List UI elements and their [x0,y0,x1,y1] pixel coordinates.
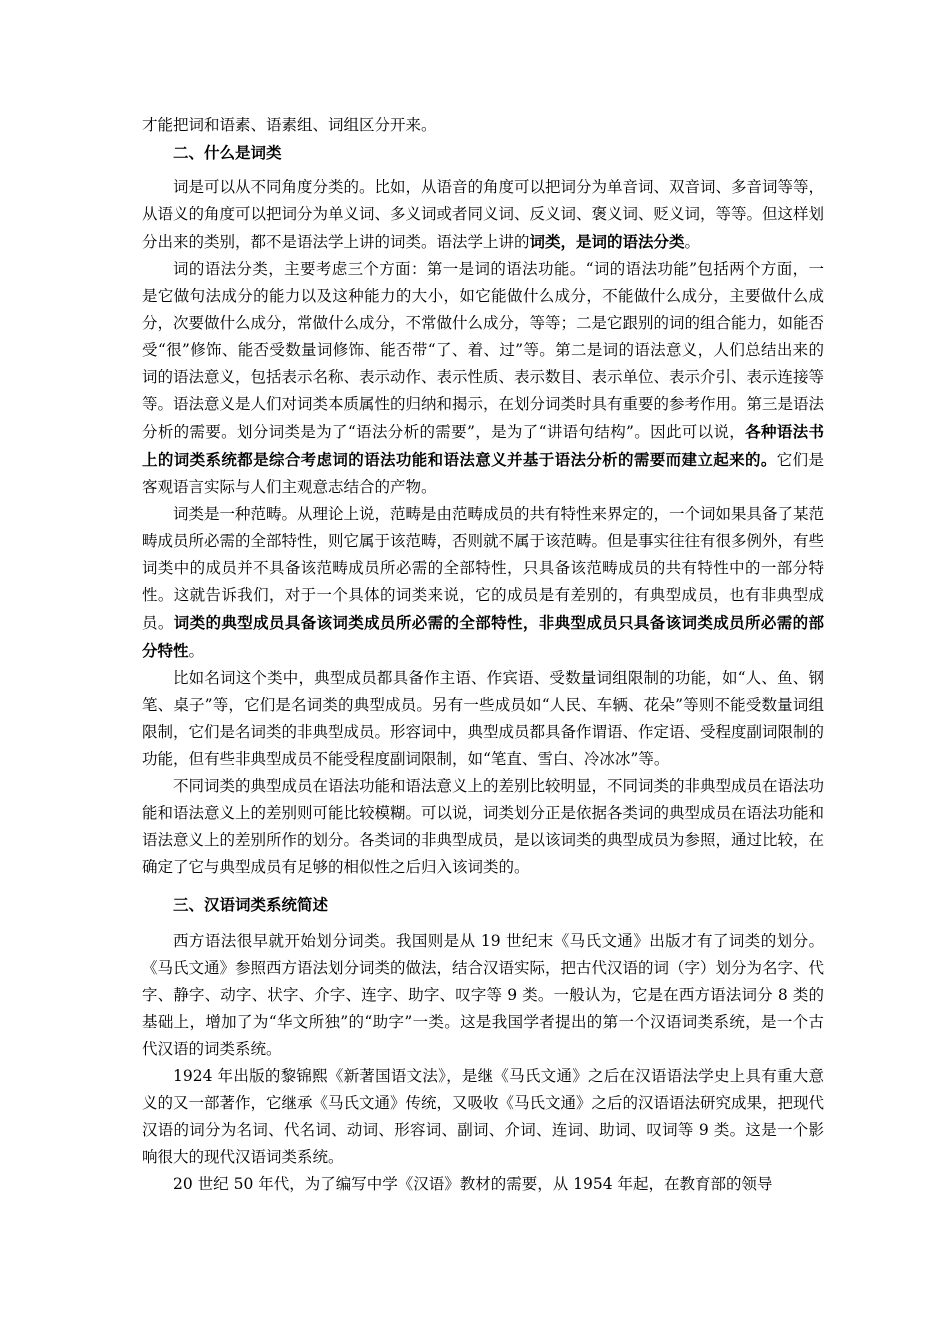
text-run: 词的语法分类，主要考虑三个方面：第一是词的语法功能。“词的语法功能”包括两个方面，一是它做句法成分的能力以及这种能力的大小，如它能做什么成分，不能做什么成分，主要做什么成分，次要做什么成分，常做什么成分，不常做什么成分，等等；二是它跟别的词的组合能力，如能否受“很”修饰、能否受数量词修饰、能否带“了、着、过”等。第二是词的语法意义，人们总结出来的词的语法意义，包括表示名称、表示动作、表示性质、表示数目、表示单位、表示介引、表示连接等等。语法意义是人们对词类本质属性的归纳和揭示，在划分词类时具有重要的参考作用。第三是语法分析的需要。划分词类是为了“语法分析的需要”，是为了“讲语句结构”。因此可以说， [142,260,825,441]
text-run: 词是可以从不同角度分类的。比如，从语音的角度可以把词分为单音词、双音词、多音词等等，从语义的角度可以把词分为单义词、多义词或者同义词、反义词、褒义词、贬义词，等等。但这样划分出来的类别，都不是语法学上讲的词类。语法学上讲的 [142,178,825,251]
section-2-paragraph-3 [142,501,824,665]
bold-text-run: 词类的典型成员具备该词类成员所必需的全部特性，非典型成员只具备该词类成员所必需的部分特性 [142,613,824,660]
text-run: 它们是客观语言实际与人们主观意志结合的产物。 [142,451,824,496]
section-2-paragraph-4: 比如名词这个类中，典型成员都具备作主语、作宾语、受数量词组限制的功能，如“人、鱼、钢笔、桌子”等，它们是名词类的典型成员。另有一些成员如“人民、车辆、花朵”等则不能受数量词组限制，它们是名词类的非典型成员。形容词中，典型成员都具备作谓语、作定语、受程度副词限制的功能，但有些非典型成员不能受程度副词限制，如“笔直、雪白、冷冰冰”等。 [142,669,825,768]
section-2-heading: 二、什么是词类 [173,143,282,162]
document-page [142,112,824,1198]
text-run: 词类是一种范畴。从理论上说，范畴是由范畴成员的共有特性来界定的，一个词如果具备了某范畴成员所必需的全部特性，则它属于该范畴，否则就不属于该范畴。但是事实往往有很多例外，有些词类中的成员并不具备该范畴成员所必需的全部特性，只具备该范畴成员的共有特性中的一部分特性。这就告诉我们，对于一个具体的词类来说，它的成员是有差别的，有典型成员，也有非典型成员。 [142,505,825,632]
section-2-paragraph-1 [142,174,824,256]
section-2-paragraph-2 [142,256,824,501]
section-3-paragraph-2: 1924 年出版的黎锦熙《新著国语文法》，是继《马氏文通》之后在汉语语法学史上具有重大意义的又一部著作，它继承《马氏文通》传统，又吸收《马氏文通》之后的汉语语法研究成果，把现代汉语的词分为名词、代名词、动词、形容词、副词、介词、连词、助词、叹词等 9 类。这是一个影响很大的现代汉语词类系统。 [142,1067,825,1166]
text-run: 。 [684,233,701,251]
section-3-paragraph-1: 西方语法很早就开始划分词类。我国则是从 19 世纪末《马氏文通》出版才有了词类的划分。《马氏文通》参照西方语法划分词类的做法，结合汉语实际，把古代汉语的词（字）划分为名字、代字、静字、动字、状字、介字、连字、助字、叹字等 9 类。一般认为，它是在西方语法词分 8 类的基础上，增加了为“华文所独”的“助字”一类。这是我国学者提出的第一个汉语词类系统，是一个古代汉语的词类系统。 [142,932,825,1058]
text-run: 。 [188,642,205,660]
section-3-heading: 三、汉语词类系统简述 [173,895,329,914]
section-2-paragraph-5: 不同词类的典型成员在语法功能和语法意义上的差别比较明显，不同词类的非典型成员在语法功能和语法意义上的差别则可能比较模糊。可以说，词类划分正是依据各类词的典型成员在语法功能和语法意义上的差别所作的划分。各类词的非典型成员，是以该词类的典型成员为参照，通过比较，在确定了它与典型成员有足够的相似性之后归入该词类的。 [142,777,825,876]
bold-text-run: 各种语法书上的词类系统都是综合考虑词的语法功能和语法意义并基于语法分析的需要而建立起来的。 [142,422,824,469]
lead-paragraph: 才能把词和语素、语素组、词组区分开来。 [142,116,437,134]
section-3-paragraph-3: 20 世纪 50 年代，为了编写中学《汉语》教材的需要，从 1954 年起，在教育部的领导 [173,1175,773,1193]
bold-text-run: 词类，是词的语法分类 [529,232,685,251]
